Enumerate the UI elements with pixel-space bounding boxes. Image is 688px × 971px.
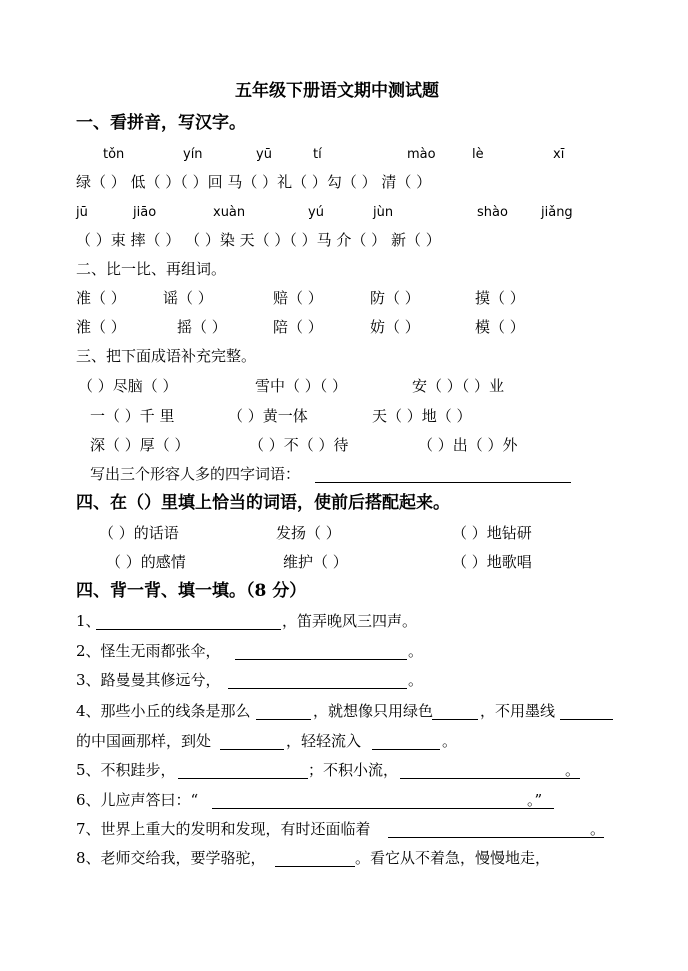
answer-blank[interactable] [96, 629, 281, 630]
pinyin: yín [183, 147, 203, 162]
pinyin: lè [472, 147, 484, 162]
pinyin: tí [313, 147, 322, 162]
pinyin: jiāo [133, 205, 157, 220]
pinyin: yū [256, 147, 272, 162]
pinyin: jiǎng [541, 205, 573, 220]
answer-blank[interactable] [178, 778, 308, 779]
answer-blank[interactable] [275, 866, 355, 867]
pinyin: xī [553, 147, 565, 162]
pinyin: shào [477, 205, 508, 220]
answer-blank[interactable] [220, 749, 284, 750]
answer-blank[interactable] [400, 778, 580, 779]
pinyin: tǒn [103, 147, 125, 162]
pinyin: mào [407, 147, 436, 162]
pinyin: xuàn [213, 205, 246, 220]
answer-blank[interactable] [432, 719, 478, 720]
pinyin: yú [308, 205, 324, 220]
answer-blank[interactable] [388, 837, 604, 838]
answer-blank[interactable] [235, 659, 407, 660]
answer-blank[interactable] [256, 719, 311, 720]
answer-blank[interactable] [372, 749, 440, 750]
answer-blank[interactable] [212, 808, 554, 809]
pinyin: jùn [373, 205, 394, 220]
answer-blank[interactable] [315, 482, 571, 483]
answer-blank[interactable] [560, 719, 613, 720]
answer-blank[interactable] [228, 688, 407, 689]
pinyin: jū [76, 205, 88, 220]
